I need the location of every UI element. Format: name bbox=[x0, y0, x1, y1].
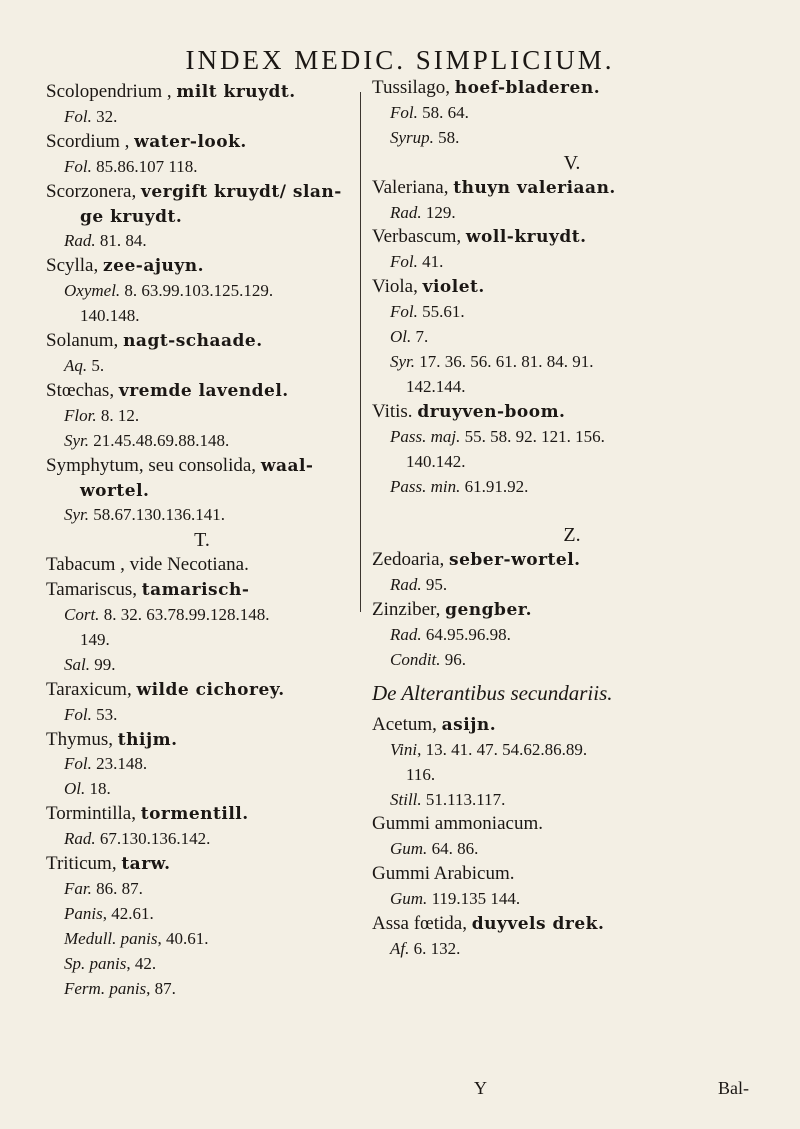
page-references bbox=[46, 777, 358, 802]
letter-text: T. bbox=[194, 529, 210, 552]
vernacular-name: duyvels drek. bbox=[471, 914, 605, 935]
vernacular-name: asijn. bbox=[441, 714, 497, 735]
vernacular-name: wilde cichorey. bbox=[136, 679, 285, 700]
latin-name: Triticum, bbox=[46, 853, 122, 875]
vernacular-name: tamarisch- bbox=[141, 580, 250, 601]
vernacular-name: water-look. bbox=[134, 131, 247, 152]
page-numbers: 18. bbox=[85, 779, 111, 799]
vernacular-name: vergift kruydt/ slan- bbox=[140, 181, 342, 202]
latin-name: Scolopendrium , bbox=[46, 81, 177, 102]
vernacular-name: thuyn valeriaan. bbox=[453, 177, 616, 198]
vernacular-name: tarw. bbox=[121, 854, 171, 875]
vernacular-name: ge kruydt. bbox=[80, 206, 183, 227]
latin-name: Solanum, bbox=[46, 330, 124, 352]
page-numbers: 8. 12. bbox=[96, 405, 140, 425]
page-numbers: 116. bbox=[406, 764, 436, 784]
entry-head bbox=[372, 400, 772, 425]
page-references bbox=[46, 155, 358, 180]
page-numbers: 140.148. bbox=[80, 306, 140, 326]
page-numbers: 7. bbox=[411, 327, 429, 347]
page-numbers: 86. 87. bbox=[91, 879, 143, 898]
section-heading-text: De Alterantibus secundariis. bbox=[372, 680, 613, 705]
page-numbers: 32. bbox=[91, 106, 118, 126]
latin-name: Tormintilla, bbox=[46, 803, 141, 825]
entry-head bbox=[46, 852, 358, 877]
vernacular-name: hoef-bladeren. bbox=[454, 78, 601, 98]
page-numbers: 99. bbox=[89, 654, 116, 674]
entry-head bbox=[46, 254, 358, 279]
entry-head bbox=[46, 329, 358, 354]
page-references bbox=[372, 250, 772, 275]
preparation-abbr: Medull. panis bbox=[64, 928, 158, 948]
latin-name: Scylla, bbox=[46, 255, 103, 277]
latin-name: Valeriana, bbox=[372, 176, 454, 198]
preparation-abbr: Fol. bbox=[64, 704, 92, 724]
preparation-abbr: Rad. bbox=[390, 202, 422, 222]
page-numbers: 149. bbox=[80, 629, 110, 649]
page-numbers: 23.148. bbox=[91, 754, 148, 774]
vernacular-name: zee-ajuyn. bbox=[103, 256, 205, 277]
page-references bbox=[46, 279, 358, 304]
latin-name: Assa fœtida, bbox=[372, 913, 472, 935]
page-title: INDEX MEDIC. SIMPLICIUM. bbox=[185, 45, 615, 75]
preparation-abbr: Ferm. panis bbox=[64, 978, 147, 998]
page-references bbox=[46, 603, 358, 628]
latin-name: Symphytum, seu consolida, bbox=[46, 454, 261, 476]
preparation-abbr: Rad. bbox=[390, 575, 422, 595]
page-references bbox=[372, 126, 772, 151]
page-numbers: 58.67.130.136.141. bbox=[89, 505, 226, 525]
vernacular-name: violet. bbox=[422, 277, 485, 298]
preparation-abbr: Still. bbox=[390, 789, 422, 809]
entry-head bbox=[372, 862, 772, 887]
right-column bbox=[372, 76, 772, 962]
page-numbers: 96. bbox=[440, 649, 467, 669]
preparation-abbr: Vini bbox=[390, 739, 418, 759]
latin-name: Tabacum , vide Necotiana. bbox=[46, 554, 249, 576]
column-divider bbox=[360, 92, 361, 612]
page-references bbox=[46, 429, 358, 454]
preparation-abbr: Fol. bbox=[390, 252, 418, 272]
preparation-abbr: Rad. bbox=[390, 625, 422, 645]
entry-head bbox=[372, 176, 772, 201]
preparation-abbr: Pass. min. bbox=[390, 476, 461, 496]
entry-continuation bbox=[46, 205, 358, 230]
page-references bbox=[372, 201, 772, 226]
preparation-abbr: Gum. bbox=[390, 889, 428, 909]
page-references bbox=[372, 648, 772, 673]
page-numbers: , 87. bbox=[146, 978, 176, 998]
vernacular-name: tormentill. bbox=[140, 804, 249, 825]
vernacular-name: wortel. bbox=[80, 480, 150, 501]
page-numbers: 58. bbox=[433, 127, 460, 147]
page-numbers: 8. 32. 63.78.99.128.148. bbox=[99, 605, 270, 625]
preparation-abbr: Condit. bbox=[390, 649, 441, 669]
latin-name: Scordium , bbox=[46, 130, 135, 152]
page-references bbox=[372, 300, 772, 325]
page-references bbox=[46, 653, 358, 678]
entry-head bbox=[372, 76, 772, 101]
page-numbers: , 42. bbox=[126, 953, 157, 973]
latin-name: Gummi Arabicum. bbox=[372, 863, 515, 885]
preparation-abbr: Fol. bbox=[390, 102, 418, 122]
preparation-abbr: Fol. bbox=[390, 302, 418, 322]
latin-name: Viola, bbox=[372, 276, 423, 298]
page-references bbox=[372, 887, 772, 912]
page-references bbox=[46, 877, 358, 902]
page-references bbox=[46, 827, 358, 852]
entry-head bbox=[372, 812, 772, 837]
page-references bbox=[46, 229, 358, 254]
entry-head bbox=[46, 180, 358, 205]
page-references bbox=[372, 450, 772, 475]
page-numbers: 85.86.107 118. bbox=[91, 156, 198, 176]
page-references bbox=[372, 763, 772, 788]
preparation-abbr: Oxymel. bbox=[64, 281, 121, 301]
latin-name: Taraxicum, bbox=[46, 678, 137, 700]
vernacular-name: milt kruydt. bbox=[176, 82, 296, 102]
spacer bbox=[372, 499, 772, 523]
signature-mark: Y bbox=[474, 1078, 487, 1098]
page-numbers: 64.95.96.98. bbox=[421, 625, 511, 645]
page-references bbox=[46, 628, 358, 653]
latin-name: Zinziber, bbox=[372, 599, 446, 621]
page-numbers: 81. 84. bbox=[95, 231, 147, 251]
page-references bbox=[372, 101, 772, 126]
page-numbers: 17. 36. 56. 61. 81. 84. 91. bbox=[415, 351, 594, 371]
page-references bbox=[372, 788, 772, 813]
preparation-abbr: Syr. bbox=[64, 430, 90, 450]
page-numbers: 8. 63.99.103.125.129. bbox=[120, 281, 274, 301]
entry-head bbox=[46, 553, 358, 578]
entry-head bbox=[46, 454, 358, 479]
page-numbers: 6. 132. bbox=[409, 939, 461, 958]
page-references bbox=[46, 354, 358, 379]
latin-name: Vitis. bbox=[372, 400, 418, 422]
page-numbers: 64. 86. bbox=[427, 839, 479, 859]
page-references bbox=[372, 573, 772, 598]
section-letter bbox=[46, 528, 358, 553]
page-references bbox=[46, 404, 358, 429]
page-references bbox=[46, 902, 358, 927]
entry-head bbox=[46, 379, 358, 404]
preparation-abbr: Sp. panis bbox=[64, 953, 127, 973]
entry-head bbox=[372, 275, 772, 300]
vernacular-name: waal- bbox=[260, 455, 314, 476]
entry-head bbox=[46, 802, 358, 827]
latin-name: Tussilago, bbox=[372, 77, 455, 98]
page-numbers: , 42.61. bbox=[102, 903, 154, 923]
page-references bbox=[372, 375, 772, 400]
page-references bbox=[372, 623, 772, 648]
page-numbers: , 13. 41. 47. 54.62.86.89. bbox=[417, 739, 588, 759]
vernacular-name: vremde lavendel. bbox=[118, 380, 289, 401]
page-references bbox=[46, 703, 358, 728]
entry-continuation bbox=[46, 479, 358, 504]
latin-name: Acetum, bbox=[372, 713, 442, 735]
preparation-abbr: Ol. bbox=[64, 779, 86, 799]
preparation-abbr: Pass. maj. bbox=[390, 426, 461, 446]
entry-head bbox=[46, 578, 358, 603]
preparation-abbr: Syr. bbox=[64, 505, 90, 525]
page-numbers: 41. bbox=[417, 252, 444, 272]
page-references bbox=[372, 325, 772, 350]
page-numbers: 119.135 144. bbox=[427, 889, 521, 909]
entry-head bbox=[372, 713, 772, 738]
preparation-abbr: Rad. bbox=[64, 231, 96, 251]
page-references bbox=[372, 425, 772, 450]
page-references bbox=[372, 937, 772, 962]
page-numbers: 5. bbox=[87, 355, 105, 375]
page-references bbox=[46, 304, 358, 329]
page-numbers: 51.113.117. bbox=[421, 789, 506, 809]
entry-head bbox=[372, 225, 772, 250]
preparation-abbr: Syr. bbox=[390, 351, 416, 371]
page-references bbox=[372, 837, 772, 862]
page-references bbox=[372, 738, 772, 763]
preparation-abbr: Cort. bbox=[64, 605, 100, 625]
page-numbers: 55.61. bbox=[417, 302, 465, 322]
preparation-abbr: Fol. bbox=[64, 156, 92, 176]
section-heading bbox=[372, 673, 772, 713]
preparation-abbr: Flor. bbox=[64, 405, 97, 425]
entry-head bbox=[46, 678, 358, 703]
catchword: Bal- bbox=[718, 1078, 749, 1098]
page-references bbox=[46, 752, 358, 777]
preparation-abbr: Fol. bbox=[64, 106, 92, 126]
latin-name: Scorzonera, bbox=[46, 180, 141, 202]
section-letter bbox=[372, 151, 772, 176]
vernacular-name: nagt-schaade. bbox=[123, 331, 263, 352]
preparation-abbr: Gum. bbox=[390, 839, 428, 859]
page-references bbox=[372, 475, 772, 500]
page-numbers: 142.144. bbox=[406, 376, 466, 396]
page-numbers: 67.130.136.142. bbox=[95, 829, 211, 849]
latin-name: Tamariscus, bbox=[46, 579, 142, 601]
preparation-abbr: Far. bbox=[64, 879, 92, 898]
preparation-abbr: Sal. bbox=[64, 654, 90, 674]
page-references bbox=[372, 350, 772, 375]
vernacular-name: seber-wortel. bbox=[449, 550, 581, 571]
preparation-abbr: Af. bbox=[390, 939, 410, 958]
page-references bbox=[46, 503, 358, 528]
letter-text: Z. bbox=[563, 524, 581, 547]
entry-head bbox=[46, 728, 358, 753]
page-numbers: , 40.61. bbox=[157, 928, 209, 948]
page-references bbox=[46, 952, 358, 977]
letter-text: V. bbox=[563, 151, 581, 174]
page-numbers: 129. bbox=[421, 202, 456, 222]
page-numbers: 61.91.92. bbox=[460, 476, 529, 496]
preparation-abbr: Fol. bbox=[64, 754, 92, 774]
vernacular-name: druyven-boom. bbox=[417, 401, 566, 422]
latin-name: Gummi ammoniacum. bbox=[372, 813, 543, 835]
preparation-abbr: Ol. bbox=[390, 327, 412, 347]
entry-head bbox=[46, 130, 358, 155]
entry-head bbox=[46, 80, 358, 105]
latin-name: Zedoaria, bbox=[372, 549, 450, 571]
preparation-abbr: Aq. bbox=[64, 355, 88, 375]
latin-name: Thymus, bbox=[46, 728, 118, 750]
page-references bbox=[46, 977, 358, 1002]
vernacular-name: gengber. bbox=[445, 600, 533, 621]
entry-head bbox=[372, 548, 772, 573]
entry-head bbox=[372, 912, 772, 937]
left-column bbox=[46, 80, 358, 1002]
vernacular-name: thijm. bbox=[117, 729, 178, 750]
page-references bbox=[46, 927, 358, 952]
latin-name: Verbascum, bbox=[372, 226, 466, 248]
vernacular-name: woll-kruydt. bbox=[465, 227, 587, 248]
entry-head bbox=[372, 598, 772, 623]
page-numbers: 21.45.48.69.88.148. bbox=[89, 430, 230, 450]
page-references bbox=[46, 105, 358, 130]
latin-name: Stœchas, bbox=[46, 379, 119, 401]
preparation-abbr: Panis bbox=[64, 903, 103, 923]
preparation-abbr: Syrup. bbox=[390, 127, 434, 147]
page-numbers: 55. 58. 92. 121. 156. bbox=[460, 426, 605, 446]
section-letter bbox=[372, 523, 772, 548]
preparation-abbr: Rad. bbox=[64, 829, 96, 849]
page-numbers: 140.142. bbox=[406, 451, 466, 471]
page-numbers: 53. bbox=[91, 704, 118, 724]
page-numbers: 58. 64. bbox=[417, 102, 469, 122]
page-numbers: 95. bbox=[421, 575, 448, 595]
